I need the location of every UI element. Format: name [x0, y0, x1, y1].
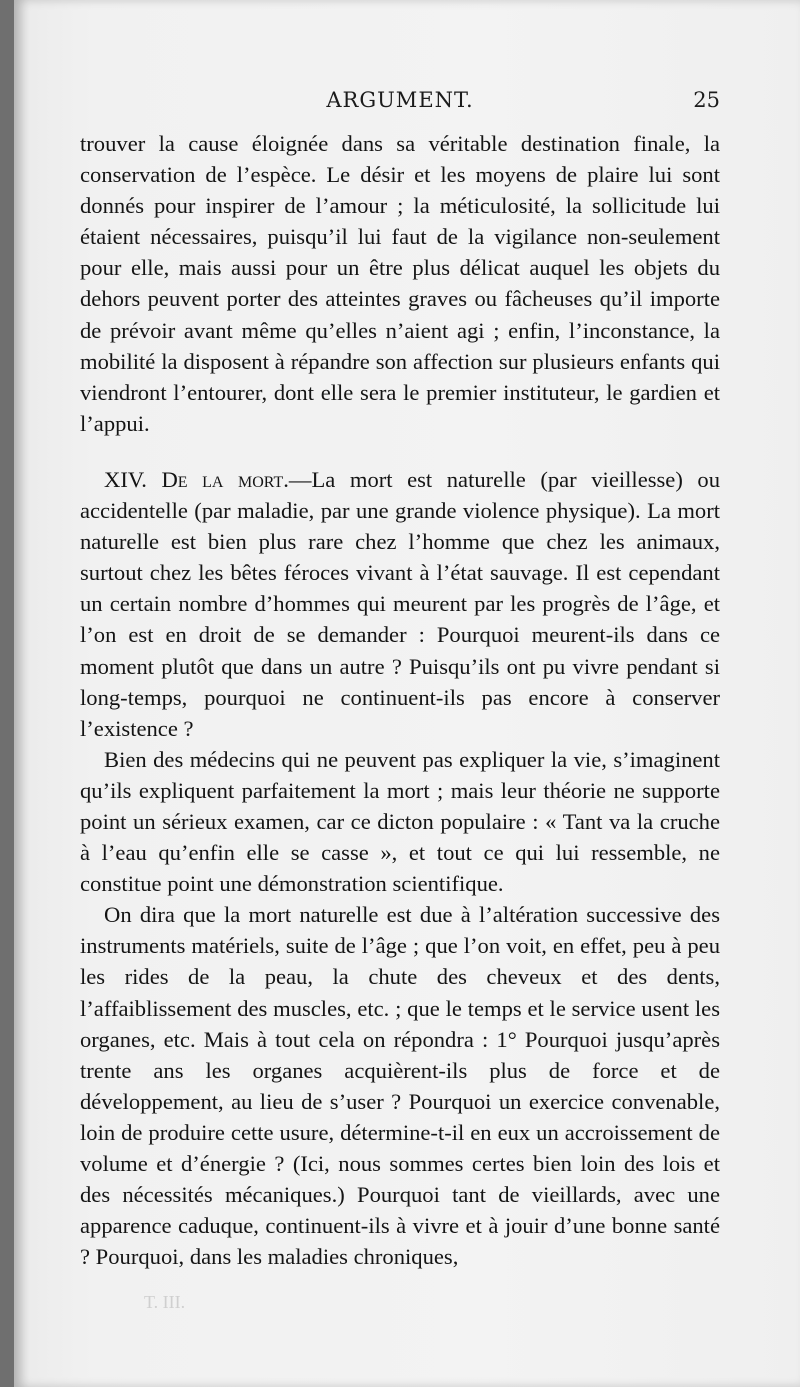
section-heading: De la mort.: [161, 466, 289, 492]
section-number: XIV.: [104, 466, 147, 492]
running-title: ARGUMENT.: [326, 88, 474, 112]
book-page: [14, 0, 800, 1387]
paragraph-mort-naturelle: On dira que la mort naturelle est due à l’altération successive des instruments matériels, suite de l’âge ; que l’on voit, en effet, peu à peu les rides de la peau, la chute des cheveux et des dents, l’affaiblissement des muscles, etc. ; que le temps et le service usent les organes, etc. Mais à tout cela on répondra : 1° Pourquoi jusqu’après trente ans les organes acquièrent-ils plus de force et de développement, au lieu de s’user ? Pourquoi un exercice convenable, loin de produire cette usure, détermine-t-il en eux un accroissement de volume et d’énergie ? (Ici, nous sommes certes bien loin des lois et des nécessités mécaniques.) Pourquoi tant de vieillards, avec une apparence caduque, continuent-ils à vivre et à jouir d’une bonne santé ? Pourquoi, dans les maladies chroniques,: [80, 902, 720, 1270]
body-text: [80, 128, 720, 1272]
page-number: 25: [693, 88, 720, 112]
section-xiv-paragraph: [80, 464, 720, 744]
signature-mark: T. III.: [144, 1292, 186, 1312]
paragraph-medecins: Bien des médecins qui ne peuvent pas expliquer la vie, s’imaginent qu’ils expliquent parfaitement la mort ; mais leur théorie ne supporte point un sérieux examen, car ce dicton populaire : « Tant va la cruche à l’eau qu’enfin elle se casse », et tout ce qui lui ressemble, ne constitue point une démonstration scientifique.: [80, 746, 720, 897]
page-header: [80, 84, 720, 124]
paragraph-continuation: trouver la cause éloignée dans sa véritable destination finale, la conservation de l’espèce. Le désir et les moyens de plaire lui sont donnés pour inspirer de l’amour ; la méticulosité, la sollicitude lui étaient nécessaires, puisqu’il lui faut de la vigilance non-seulement pour elle, mais aussi pour un être plus délicat auquel les objets du dehors peuvent porter des atteintes graves ou fâcheuses qu’il importe de prévoir avant même qu’elles n’aient agi ; enfin, l’inconstance, la mobilité la disposent à répandre son affection sur plusieurs enfants qui viendront l’entourer, dont elle sera le premier instituteur, le gardien et l’appui.: [80, 131, 720, 436]
section-body: —La mort est naturelle (par vieillesse) ou accidentelle (par maladie, par une grande violence physique). La mort naturelle est bien plus rare chez l’homme que chez les animaux, surtout chez les bêtes féroces vivant à l’état sauvage. Il est cependant un certain nombre d’hommes qui meurent par les progrès de l’âge, et l’on est en droit de se demander : Pourquoi meurent-ils dans ce moment plutôt que dans un autre ? Puisqu’ils ont pu vivre pendant si long-temps, pourquoi ne continuent-ils pas encore à conserver l’existence ?: [80, 466, 720, 741]
